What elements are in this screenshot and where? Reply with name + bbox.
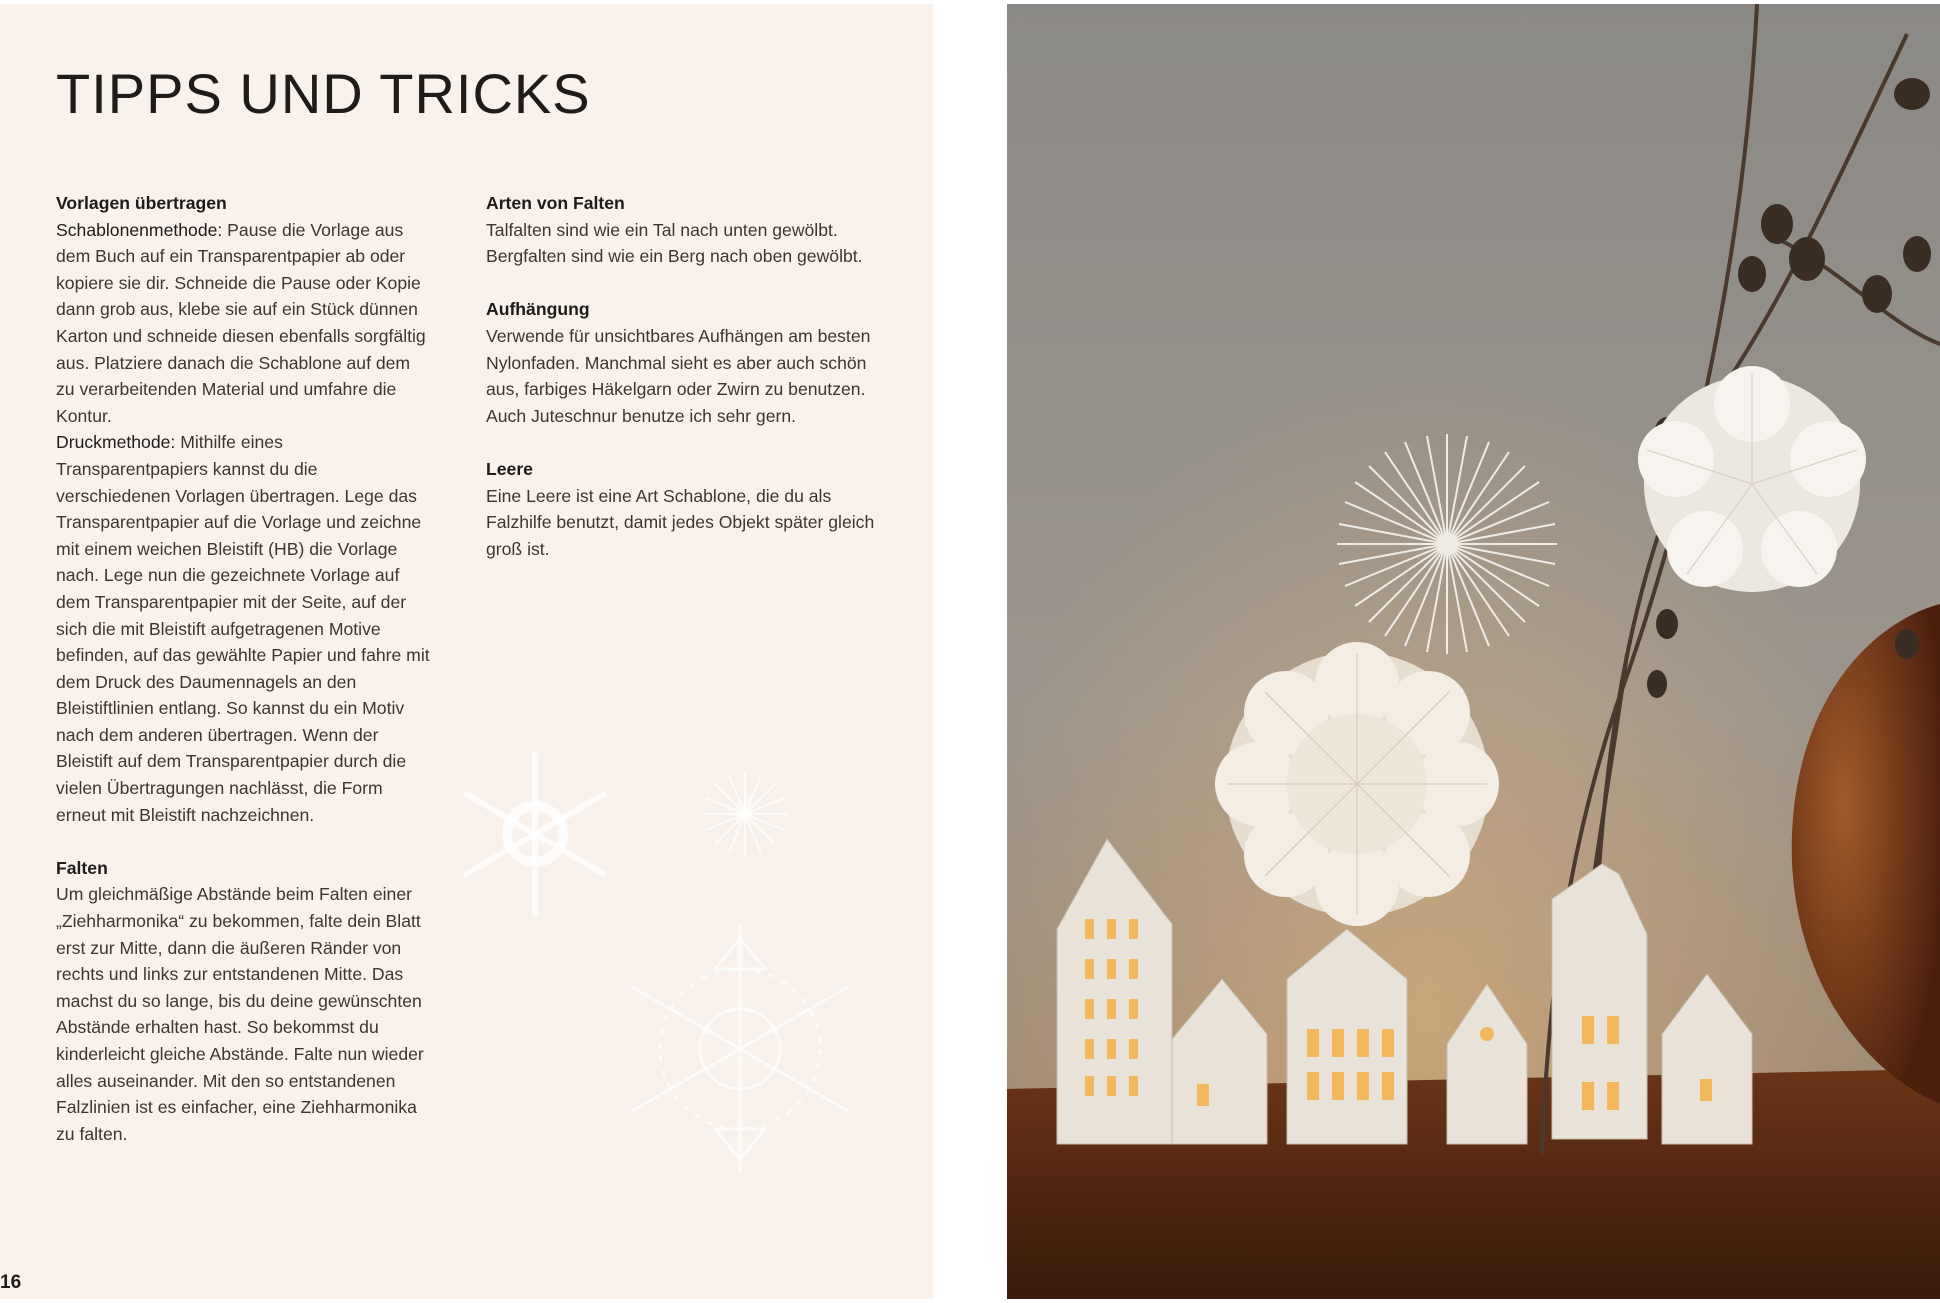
section-leere (486, 456, 881, 562)
body-text: Mithilfe eines Transparentpapiers kannst du die verschiedenen Vorlagen übertragen. Lege das Transparentpapier auf die Vorlage und zeichne mit einem weichen Bleistift (HB) die Vorlage nach. Lege nun die gezeichnete Vorlage auf dem Transparentpapier mit der Seite, auf der sich die mit Bleistift aufgetragenen Motive befinden, auf das gewählte Papier und fahre mit dem Druck des Daumennagels an den Bleistiftlinien entlang. So kannst du ein Motiv nach dem anderen übertragen. Wenn der Bleistift auf dem Transparentpapier durch die vielen Übertragungen nachlässt, die Form erneut mit Bleistift nachzeichnen. (56, 432, 430, 825)
section-vorlagen (56, 190, 431, 828)
snowflake-decoration-icon (445, 744, 625, 924)
page-number: 16 (0, 1272, 22, 1293)
left-column (56, 190, 431, 1174)
section-title: Arten von Falten (486, 193, 625, 213)
page-title: TIPPS UND TRICKS (56, 62, 591, 125)
photo-paper-decorations (1007, 4, 1940, 1299)
body-text: Eine Leere ist eine Art Schablone, die du als Falzhilfe benutzt, damit jedes Objekt später gleich groß ist. (486, 485, 875, 559)
paragraph-schablonenmethode (56, 217, 431, 430)
paper-rosette-icon (1215, 642, 1499, 926)
section-falten (56, 855, 431, 1148)
snowflake-large-decoration-icon (605, 914, 875, 1184)
body-text: Um gleichmäßige Abstände beim Falten einer „Ziehharmonika“ zu bekommen, falte dein Blatt erst zur Mitte, dann die äußeren Ränder von rechts und links zur entstandenen Mitte. Das machst du so lange, bis du deine gewünschten Abstände erhalten hast. So bekommst du kinderleicht gleiche Abstände. Falte nun wieder alles auseinander. Mit den so entstandenen Falzlinien ist es einfacher, eine Ziehharmonika zu falten. (56, 884, 424, 1144)
lead-label: Druckmethode: (56, 432, 176, 453)
section-title: Vorlagen übertragen (56, 193, 227, 213)
body-text: Verwende für unsichtbares Aufhängen am besten Nylonfaden. Manchmal sieht es aber auch schön aus, farbiges Häkelgarn oder Zwirn zu benutzen. Auch Juteschnur benutze ich sehr gern. (486, 325, 871, 426)
star-decoration-icon (700, 769, 790, 859)
section-arten-von-falten (486, 190, 881, 270)
photo-illustration (1007, 4, 1940, 1299)
left-page (0, 4, 933, 1299)
body-text: Talfalten sind wie ein Tal nach unten gewölbt. Bergfalten sind wie ein Berg nach oben gewölbt. (486, 219, 863, 267)
section-title: Falten (56, 857, 108, 878)
body-text: Pause die Vorlage aus dem Buch auf ein Transparentpapier ab oder kopiere sie dir. Schneide die Pause oder Kopie dann grob aus, klebe sie auf ein Stück dünnen Karton und schneide diesen ebenfalls sorgfältig aus. Platziere danach die Schablone auf dem zu verarbeitenden Material und umfahre die Kontur. (56, 219, 426, 426)
right-column (486, 190, 881, 589)
section-title: Aufhängung (486, 299, 590, 320)
paragraph-druckmethode (56, 429, 431, 828)
section-title: Leere (486, 458, 533, 479)
lead-label: Schablonenmethode: (56, 219, 223, 240)
section-aufhaengung (486, 296, 881, 429)
